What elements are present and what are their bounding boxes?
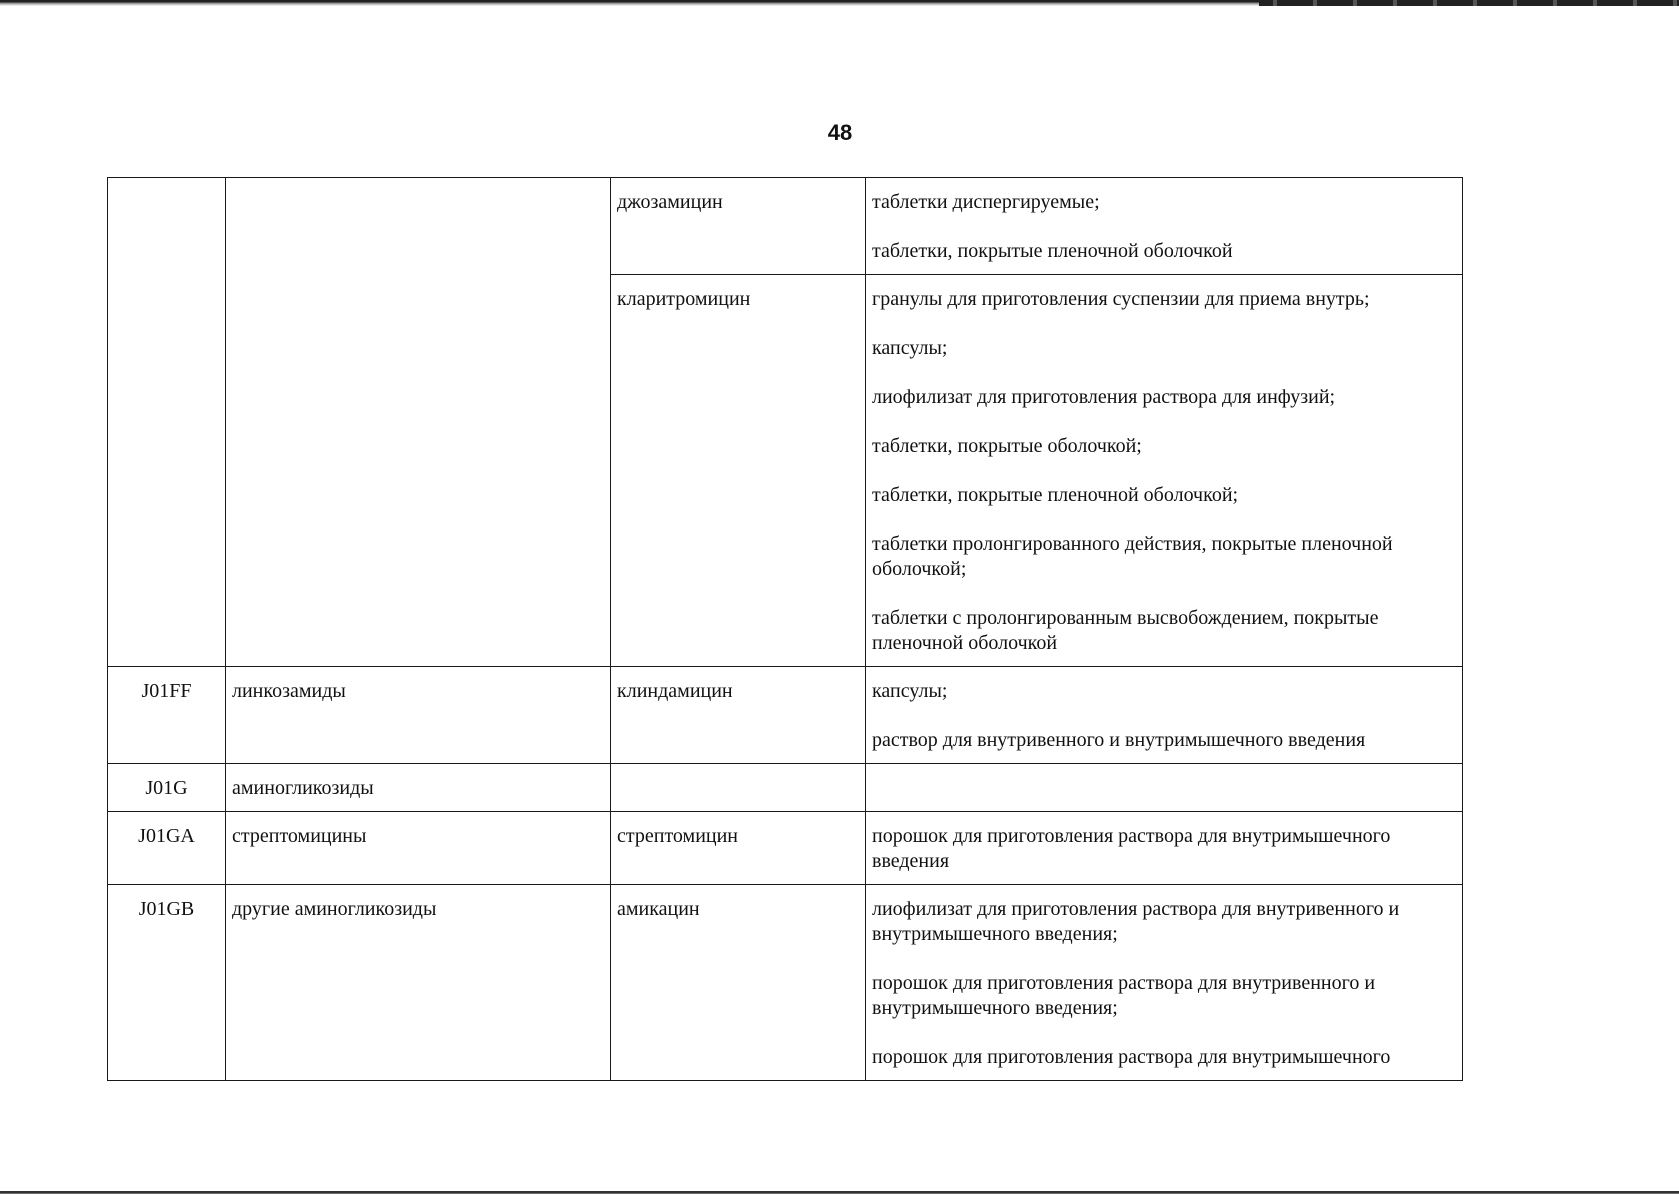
dosage-form: порошок для приготовления раствора для внутримышечного bbox=[872, 1046, 1391, 1068]
page-number: 48 bbox=[827, 120, 853, 145]
dosage-form: таблетки, покрытые пленочной оболочкой bbox=[872, 240, 1233, 262]
table-row bbox=[108, 885, 1463, 1081]
dosage-forms-cell bbox=[866, 885, 1463, 1081]
dosage-forms-cell bbox=[866, 812, 1463, 885]
table-row bbox=[108, 667, 1463, 764]
atc-code-cell: J01GB bbox=[108, 885, 226, 1081]
drug-name-cell: амикацин bbox=[611, 885, 866, 1081]
drug-name-cell: клиндамицин bbox=[611, 667, 866, 764]
dosage-form: лиофилизат для приготовления раствора для внутривенного и внутримышечного введения; bbox=[872, 898, 1400, 945]
dosage-form: порошок для приготовления раствора для внутримышечного введения bbox=[872, 825, 1391, 872]
scan-edge-bottom bbox=[0, 1191, 1679, 1194]
dosage-form: таблетки диспергируемые; bbox=[872, 191, 1100, 213]
dosage-form: таблетки, покрытые оболочкой; bbox=[872, 435, 1142, 457]
dosage-forms-cell bbox=[866, 667, 1463, 764]
dosage-form: таблетки пролонгированного действия, покрытые пленочной оболочкой; bbox=[872, 533, 1393, 580]
atc-code-cell: J01G bbox=[108, 764, 226, 812]
group-name-cell bbox=[226, 178, 611, 667]
scan-edge-top bbox=[0, 0, 1679, 6]
drug-name-cell: кларитромицин bbox=[611, 275, 866, 667]
atc-code-cell bbox=[108, 178, 226, 667]
dosage-forms-cell bbox=[866, 178, 1463, 275]
group-name-cell: линкозамиды bbox=[226, 667, 611, 764]
dosage-form: порошок для приготовления раствора для внутривенного и внутримышечного введения; bbox=[872, 972, 1376, 1019]
table-row bbox=[108, 764, 1463, 812]
dosage-form: капсулы; bbox=[872, 337, 948, 359]
atc-code-cell: J01FF bbox=[108, 667, 226, 764]
table-row bbox=[108, 812, 1463, 885]
dosage-forms-cell bbox=[866, 275, 1463, 667]
dosage-form: капсулы; bbox=[872, 680, 948, 702]
group-name-cell: стрептомицины bbox=[226, 812, 611, 885]
drug-name-cell: джозамицин bbox=[611, 178, 866, 275]
dosage-form: лиофилизат для приготовления раствора для инфузий; bbox=[872, 386, 1336, 408]
dosage-form: раствор для внутривенного и внутримышечного введения bbox=[872, 729, 1366, 751]
drug-table bbox=[107, 177, 1463, 1081]
drug-name-cell: стрептомицин bbox=[611, 812, 866, 885]
dosage-forms-cell bbox=[866, 764, 1463, 812]
table-row bbox=[108, 178, 1463, 275]
dosage-form: таблетки, покрытые пленочной оболочкой; bbox=[872, 484, 1239, 506]
group-name-cell: другие аминогликозиды bbox=[226, 885, 611, 1081]
dosage-form: гранулы для приготовления суспензии для приема внутрь; bbox=[872, 288, 1370, 310]
drug-name-cell bbox=[611, 764, 866, 812]
atc-code-cell: J01GA bbox=[108, 812, 226, 885]
dosage-form: таблетки с пролонгированным высвобождением, покрытые пленочной оболочкой bbox=[872, 607, 1379, 654]
group-name-cell: аминогликозиды bbox=[226, 764, 611, 812]
